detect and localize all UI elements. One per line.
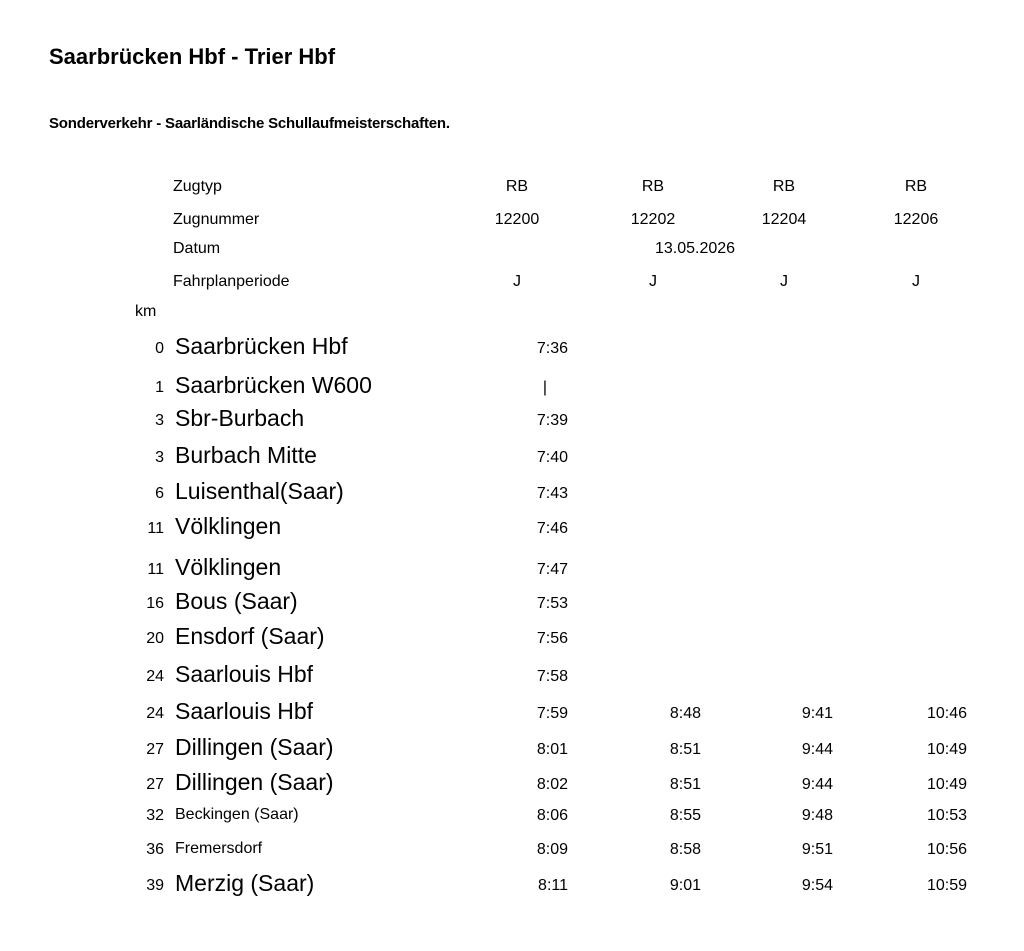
train-period: J [513, 273, 521, 290]
station-name: Ensdorf (Saar) [175, 623, 325, 649]
zugtyp-label: Zugtyp [173, 178, 222, 195]
time-cell: 8:02 [536, 776, 568, 793]
km-value: 16 [146, 595, 164, 612]
station-name: Burbach Mitte [175, 442, 317, 468]
km-value: 27 [146, 741, 164, 758]
km-value: 39 [146, 877, 164, 894]
time-cell: 8:11 [538, 877, 568, 894]
train-number: 12204 [761, 211, 807, 228]
time-cell: 9:44 [801, 741, 833, 758]
page-subtitle: Sonderverkehr - Saarländische Schullaufmeisterschaften. [49, 115, 450, 132]
train-period: J [912, 273, 920, 290]
time-cell: 7:36 [536, 340, 568, 357]
station-name: Sbr-Burbach [175, 405, 305, 431]
time-cell: 7:58 [536, 668, 568, 685]
datum-label: Datum [173, 240, 221, 257]
time-cell: 7:59 [536, 705, 568, 722]
train-number: 12206 [893, 211, 939, 228]
km-value: 36 [146, 841, 164, 858]
km-value: 20 [146, 630, 164, 647]
zugnummer-label: Zugnummer [173, 211, 260, 228]
km-header: km [135, 303, 157, 320]
km-value: 3 [155, 412, 164, 429]
time-cell: 9:41 [801, 705, 833, 722]
train-period: J [649, 273, 657, 290]
km-value: 32 [146, 807, 164, 824]
time-cell: 10:49 [926, 776, 967, 793]
station-name: Saarbrücken Hbf [175, 333, 348, 359]
km-value: 6 [155, 485, 164, 502]
km-value: 0 [155, 340, 164, 357]
station-name: Dillingen (Saar) [175, 769, 334, 795]
km-value: 11 [147, 520, 164, 537]
time-cell: 10:56 [926, 841, 967, 858]
time-cell: 8:51 [669, 776, 701, 793]
train-type: RB [904, 178, 928, 195]
km-value: 24 [146, 705, 164, 722]
time-cell: 7:56 [536, 630, 568, 647]
page-title: Saarbrücken Hbf - Trier Hbf [49, 44, 336, 69]
time-cell: 7:39 [536, 412, 568, 429]
time-cell: 8:55 [669, 807, 701, 824]
time-cell: 8:09 [536, 841, 568, 858]
km-value: 3 [155, 449, 164, 466]
station-name: Völklingen [175, 513, 282, 539]
train-type: RB [641, 178, 665, 195]
time-cell: 9:51 [801, 841, 833, 858]
time-cell: 7:46 [536, 520, 568, 537]
train-number: 12202 [630, 211, 676, 228]
km-value: 11 [147, 561, 164, 578]
train-type: RB [505, 178, 529, 195]
time-cell: 8:48 [669, 705, 701, 722]
station-name: Merzig (Saar) [175, 870, 315, 896]
time-cell: 9:48 [801, 807, 833, 824]
time-cell: 8:58 [669, 841, 701, 858]
time-cell: 8:01 [536, 741, 568, 758]
station-name: Fremersdorf [175, 840, 263, 857]
time-cell: 8:06 [536, 807, 568, 824]
time-cell: 8:51 [669, 741, 701, 758]
time-cell: 7:47 [536, 561, 568, 578]
time-cell: 10:53 [926, 807, 967, 824]
station-name: Saarbrücken W600 [175, 372, 372, 398]
station-name: Saarlouis Hbf [175, 661, 314, 687]
time-cell: 10:59 [926, 877, 967, 894]
time-cell: 9:44 [801, 776, 833, 793]
time-cell: 9:54 [801, 877, 833, 894]
km-value: 27 [146, 776, 164, 793]
km-value: 24 [146, 668, 164, 685]
train-number: 12200 [494, 211, 540, 228]
km-value: 1 [155, 379, 164, 396]
train-type: RB [772, 178, 796, 195]
time-cell: | [542, 379, 547, 396]
time-cell: 9:01 [669, 877, 701, 894]
time-cell: 7:53 [536, 595, 568, 612]
station-name: Luisenthal(Saar) [175, 478, 344, 504]
time-cell: 10:46 [926, 705, 967, 722]
station-name: Völklingen [175, 554, 282, 580]
time-cell: 7:40 [536, 449, 568, 466]
time-cell: 7:43 [536, 485, 568, 502]
fahrplanperiode-label: Fahrplanperiode [173, 273, 290, 290]
station-name: Dillingen (Saar) [175, 734, 334, 760]
station-name: Bous (Saar) [175, 588, 298, 614]
time-cell: 10:49 [926, 741, 967, 758]
train-period: J [780, 273, 788, 290]
station-name: Beckingen (Saar) [175, 806, 299, 823]
datum-value: 13.05.2026 [655, 240, 736, 257]
station-name: Saarlouis Hbf [175, 698, 314, 724]
